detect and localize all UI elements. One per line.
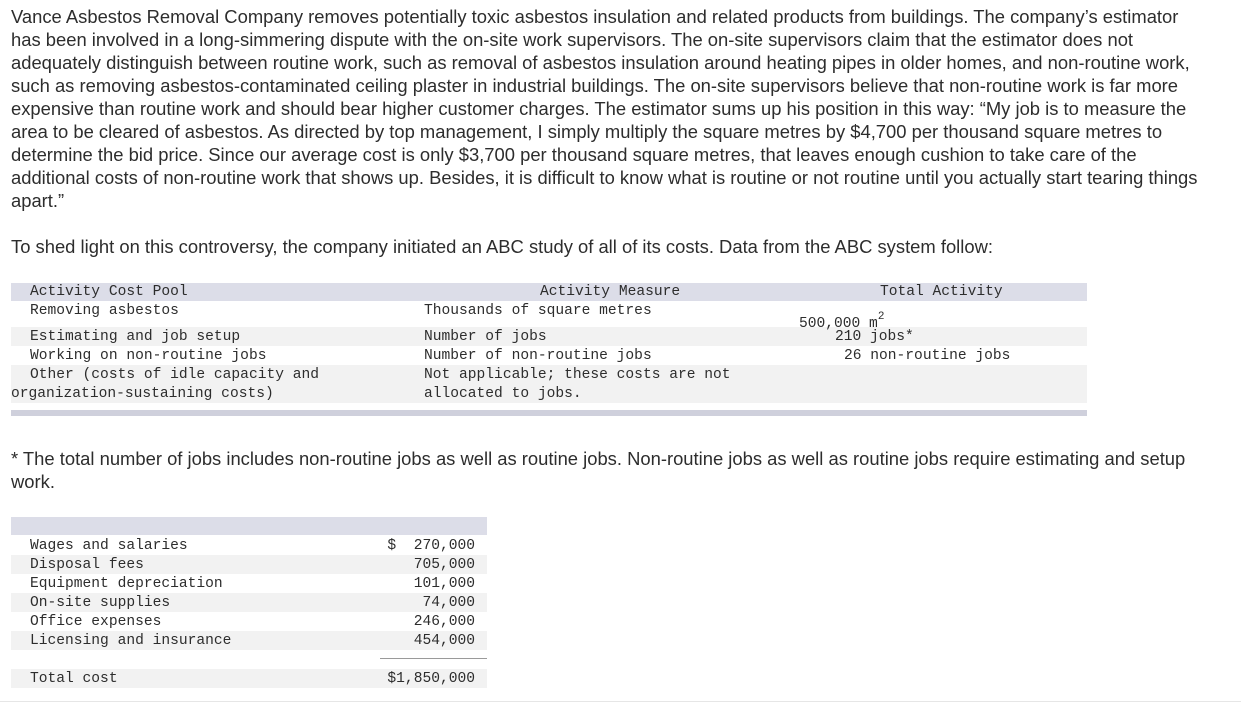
total-square-metres: 500,000 $m^2$ — [799, 311, 885, 332]
pool-other-line2: organization-sustaining costs) — [11, 386, 274, 402]
cost-amount-licensing: 454,000 — [413, 633, 475, 649]
total-cost-amount: $1,850,000 — [387, 671, 475, 687]
abc-study-paragraph: To shed light on this controversy, the company initiated an ABC study of all of its costs. Data from the ABC system follow: — [11, 236, 993, 257]
total-cost-label: Total cost — [30, 671, 118, 687]
cost-label-licensing: Licensing and insurance — [30, 633, 232, 649]
pool-removing-asbestos: Removing asbestos — [30, 303, 179, 319]
cost-amount-supplies: 74,000 — [422, 595, 475, 611]
cost-label-supplies: On-site supplies — [30, 595, 171, 611]
cost-amount-depreciation: 101,000 — [413, 576, 475, 592]
cost-label-office: Office expenses — [30, 614, 162, 630]
footnote: * The total number of jobs includes non-routine jobs as well as routine jobs. Non-routine jobs as well as routine jobs require estimating and setup work. — [11, 448, 1186, 492]
header-activity-cost-pool: Activity Cost Pool — [30, 284, 188, 300]
total-non-routine-jobs: 26 non-routine jobs — [844, 348, 1011, 364]
cost-label-depreciation: Equipment depreciation — [30, 576, 223, 592]
cost-label-wages: Wages and salaries — [30, 538, 188, 554]
intro-paragraph: Vance Asbestos Removal Company removes potentially toxic asbestos insulation and related products from buildings. The company’s estimator has been involved in a long-simmering dispute with the on-site work supervisors. The on-site supervisors claim that the estimator does not adequately distinguish between routine work, such as removal of asbestos insulation around heating pipes in older homes, and non-routine work, such as removing asbestos-contaminated ceiling plaster in industrial buildings. The on-site supervisors believe that non-routine work is far more expensive than routine work and should bear higher customer charges. The estimator sums up his position in this way: “My job is to measure the area to be cleared of asbestos. As directed by top management, I simply multiply the square metres by $4,700 per thousand square metres to determine the bid price. Since our average cost is only $3,700 per thousand square metres, that leaves enough cushion to take care of the additional costs of non-routine work that shows up. Besides, it is difficult to know what is routine or not routine until you actually start tearing things apart.” — [11, 6, 1198, 211]
cost-label-disposal: Disposal fees — [30, 557, 144, 573]
measure-non-routine-jobs: Number of non-routine jobs — [424, 348, 652, 364]
total-rule — [380, 658, 487, 659]
measure-square-metres: Thousands of square metres — [424, 303, 652, 319]
total-jobs: 210 jobs* — [835, 329, 914, 345]
pool-estimating-job-setup: Estimating and job setup — [30, 329, 241, 345]
page-bottom-divider — [0, 701, 1241, 702]
measure-other-line1: Not applicable; these costs are not — [424, 367, 731, 383]
pool-other-line1: Other (costs of idle capacity and — [30, 367, 320, 383]
header-total-activity: Total Activity — [880, 284, 1003, 300]
cost-amount-wages: $ 270,000 — [387, 538, 475, 554]
cost-amount-office: 246,000 — [413, 614, 475, 630]
activity-table-bottom-bar — [11, 410, 1087, 416]
measure-number-of-jobs: Number of jobs — [424, 329, 547, 345]
measure-other-line2: allocated to jobs. — [424, 386, 582, 402]
header-activity-measure: Activity Measure — [540, 284, 681, 300]
pool-non-routine-jobs: Working on non-routine jobs — [30, 348, 267, 364]
cost-amount-disposal: 705,000 — [413, 557, 475, 573]
cost-table-header-bar — [11, 517, 487, 535]
